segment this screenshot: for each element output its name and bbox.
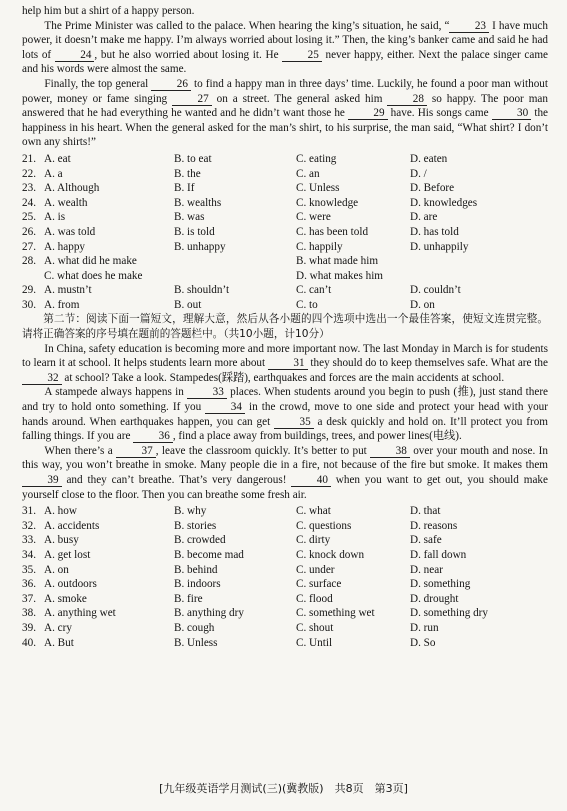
option-row: 29. A. mustn’t B. shouldn’t C. can’t D. couldn’t <box>22 284 461 297</box>
options-31-40 <box>22 504 548 650</box>
blank-38: 38 <box>370 445 410 458</box>
blank-35: 35 <box>274 416 314 429</box>
option-row: 31. A. how B. why C. what D. that <box>22 505 441 518</box>
blank-37: 37 <box>116 445 156 458</box>
blank-40: 40 <box>291 474 331 487</box>
option-row: 30. A. from B. out C. to D. on <box>22 298 435 311</box>
blank-31: 31 <box>268 357 308 370</box>
passage2-para1: In China, safety education is becoming more and more important now. The last Monday in March is for students to learn it at school. It helps students learn more about 31 they should do to keep themselves safe. What are the 32 at school? Take a look. Stampedes(踩踏), earthquakes and forces are the main accidents at school. <box>22 342 548 384</box>
passage1-para0: help him but a shirt of a happy person. <box>22 5 195 17</box>
option-row: 21. A. eat B. to eat C. eating D. eaten <box>22 152 448 165</box>
option-row: 27. A. happy B. unhappy C. happily D. unhappily <box>22 240 469 253</box>
option-row: 33. A. busy B. crowded C. dirty D. safe <box>22 534 442 547</box>
section2-heading: 第二节：阅读下面一篇短文，理解大意，然后从各小题的四个选项中选出一个最佳答案，使短文连贯完整。请将正确答案的序号填在题前的答题栏中。（共10小题，计10分） <box>22 313 548 341</box>
option-row-28b: C. what does he make D. what makes him <box>44 269 383 282</box>
blank-39: 39 <box>22 474 62 487</box>
option-row: 25. A. is B. was C. were D. are <box>22 211 438 224</box>
passage1-para2: Finally, the top general 26 to find a happy man in three days’ time. Luckily, he found a poor man without power, money or fame singing 27 on a street. The general asked him 28 so happy. The poor man answered that he had everything he wanted and he didn’t want those he 29 have. His songs came 30 the happiness in his heart. When the general asked for the man’s shirt, to his surprise, the man said, “What shirt? I don’t own any shirts!” <box>22 77 549 149</box>
option-row: 26. A. was told B. is told C. has been told D. has told <box>22 225 459 238</box>
options-21-30 <box>22 152 548 313</box>
blank-28: 28 <box>387 93 427 106</box>
blank-26: 26 <box>151 78 191 91</box>
option-row: 22. A. a B. the C. an D. / <box>22 167 427 180</box>
option-row: 36. A. outdoors B. indoors C. surface D. something <box>22 578 471 591</box>
option-row: 23. A. Although B. If C. Unless D. Before <box>22 182 455 195</box>
blank-24: 24 <box>55 49 95 62</box>
option-row: 40. A. But B. Unless C. Until D. So <box>22 636 436 649</box>
option-row: 39. A. cry B. cough C. shout D. run <box>22 621 439 634</box>
blank-34: 34 <box>205 401 245 414</box>
option-row: 37. A. smoke B. fire C. flood D. drought <box>22 592 459 605</box>
passage2-para3: When there’s a 37 , leave the classroom quickly. It’s better to put 38 over your mouth and nose. In this way, you won’t breathe in smoke. Many people die in a fire, not because of the fire but smoke. It makes them 39 and they can’t breathe. That’s very dangerous! 40 when you want to get out, you should make yourself close to the floor. Then you can breathe some fresh air. <box>22 444 548 501</box>
blank-32: 32 <box>22 372 62 385</box>
blank-23: 23 <box>449 20 489 33</box>
blank-30: 30 <box>492 107 532 120</box>
passage2-para2: A stampede always happens in 33 places. When students around you begin to push (推), just stand there and try to hold onto something. If you 34 in the crowd, move to one side and protect your head with your hands around. When earthquakes happen, you can get 35 a desk quickly and hold on. It’ll protect you from falling things. If you are 36 , find a place away from buildings, trees, and power lines(电线). <box>22 386 549 443</box>
blank-29: 29 <box>348 107 388 120</box>
blank-36: 36 <box>133 430 173 443</box>
page-footer: [九年级英语学月测试(三)(冀教版) 共8页 第3页] <box>159 782 408 795</box>
option-row: 35. A. on B. behind C. under D. near <box>22 563 443 576</box>
blank-33: 33 <box>187 386 227 399</box>
option-row: 24. A. wealth B. wealths C. knowledge D. knowledges <box>22 196 478 209</box>
option-row: 38. A. anything wet B. anything dry C. something wet D. something dry <box>22 607 488 620</box>
blank-25: 25 <box>282 49 322 62</box>
passage1-para1: The Prime Minister was called to the palace. When hearing the king’s situation, he said, “ 23 I have much power, it doesn’t make me happy. I’m always worried about losing it.” Then, the king’s banker came and said he had lots of 24 , but he also worried about losing it. He 25 never happy, either. Next the palace singer came and his words were almost the same. <box>22 19 549 76</box>
option-row-28a: 28. A. what did he make B. what made him <box>22 255 379 268</box>
blank-27: 27 <box>172 93 212 106</box>
option-row: 34. A. get lost B. become mad C. knock down D. fall down <box>22 548 467 561</box>
option-row: 32. A. accidents B. stories C. questions D. reasons <box>22 519 458 532</box>
exam-page <box>22 4 548 650</box>
